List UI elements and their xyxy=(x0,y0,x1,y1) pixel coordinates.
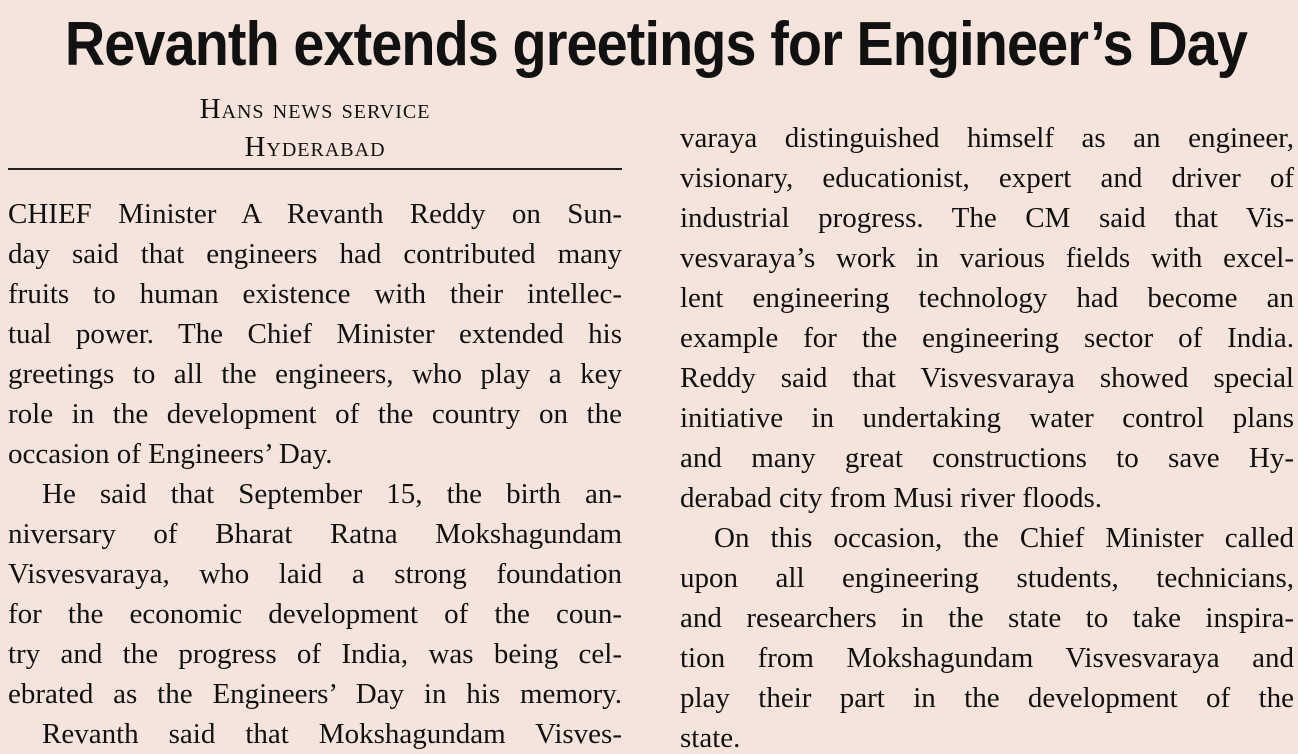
text-line: industrial progress. The CM said that Vis- xyxy=(680,202,1294,234)
text-line: role in the development of the country on the xyxy=(8,398,622,430)
article-column-left xyxy=(8,90,622,754)
text-line: greetings to all the engineers, who play a key xyxy=(8,358,622,390)
text-line: On this occasion, the Chief Minister called xyxy=(714,522,1294,554)
text-line: state. xyxy=(680,722,741,754)
text-line: ebrated as the Engineers’ Day in his memory. xyxy=(8,678,622,710)
text-line: varaya distinguished himself as an engineer, xyxy=(680,122,1294,154)
byline-location: Hyderabad xyxy=(244,131,386,163)
text-line: occasion of Engineers’ Day. xyxy=(8,438,333,470)
byline xyxy=(8,90,622,170)
paragraph-3-continued xyxy=(680,118,1294,518)
text-line: upon all engineering students, technicians, xyxy=(680,562,1294,594)
text-line: Revanth said that Mokshagundam Visves- xyxy=(42,718,622,750)
text-line: initiative in undertaking water control plans xyxy=(680,402,1294,434)
text-line: try and the progress of India, was being cel- xyxy=(8,638,622,670)
paragraph-2 xyxy=(8,474,622,714)
paragraph-3 xyxy=(8,714,622,754)
text-line: CHIEF Minister A Revanth Reddy on Sun- xyxy=(8,198,622,230)
text-line: Reddy said that Visvesvaraya showed special xyxy=(680,362,1294,394)
text-line: derabad city from Musi river floods. xyxy=(680,482,1103,514)
text-line: and many great constructions to save Hy- xyxy=(680,442,1294,474)
text-line: niversary of Bharat Ratna Mokshagundam xyxy=(8,518,622,550)
text-line: for the economic development of the coun- xyxy=(8,598,622,630)
paragraph-1 xyxy=(8,194,622,474)
text-line: day said that engineers had contributed many xyxy=(8,238,622,270)
text-line: Visvesvaraya, who laid a strong foundation xyxy=(8,558,622,590)
headline: Revanth extends greetings for Engineer’s Day xyxy=(64,10,1248,79)
text-line: He said that September 15, the birth an- xyxy=(42,478,622,510)
text-line: visionary, educationist, expert and driver of xyxy=(680,162,1294,194)
text-line: tion from Mokshagundam Visvesvaraya and xyxy=(680,642,1294,674)
text-line: lent engineering technology had become an xyxy=(680,282,1294,314)
text-line: vesvaraya’s work in various fields with excel- xyxy=(680,242,1294,274)
text-line: and researchers in the state to take inspira- xyxy=(680,602,1294,634)
article-column-right xyxy=(680,90,1294,754)
text-line: play their part in the development of the xyxy=(680,682,1294,714)
text-line: tual power. The Chief Minister extended his xyxy=(8,318,622,350)
text-line: example for the engineering sector of India. xyxy=(680,322,1294,354)
byline-service: Hans news service xyxy=(199,93,431,125)
text-line: fruits to human existence with their intellec- xyxy=(8,278,622,310)
paragraph-4 xyxy=(680,518,1294,754)
